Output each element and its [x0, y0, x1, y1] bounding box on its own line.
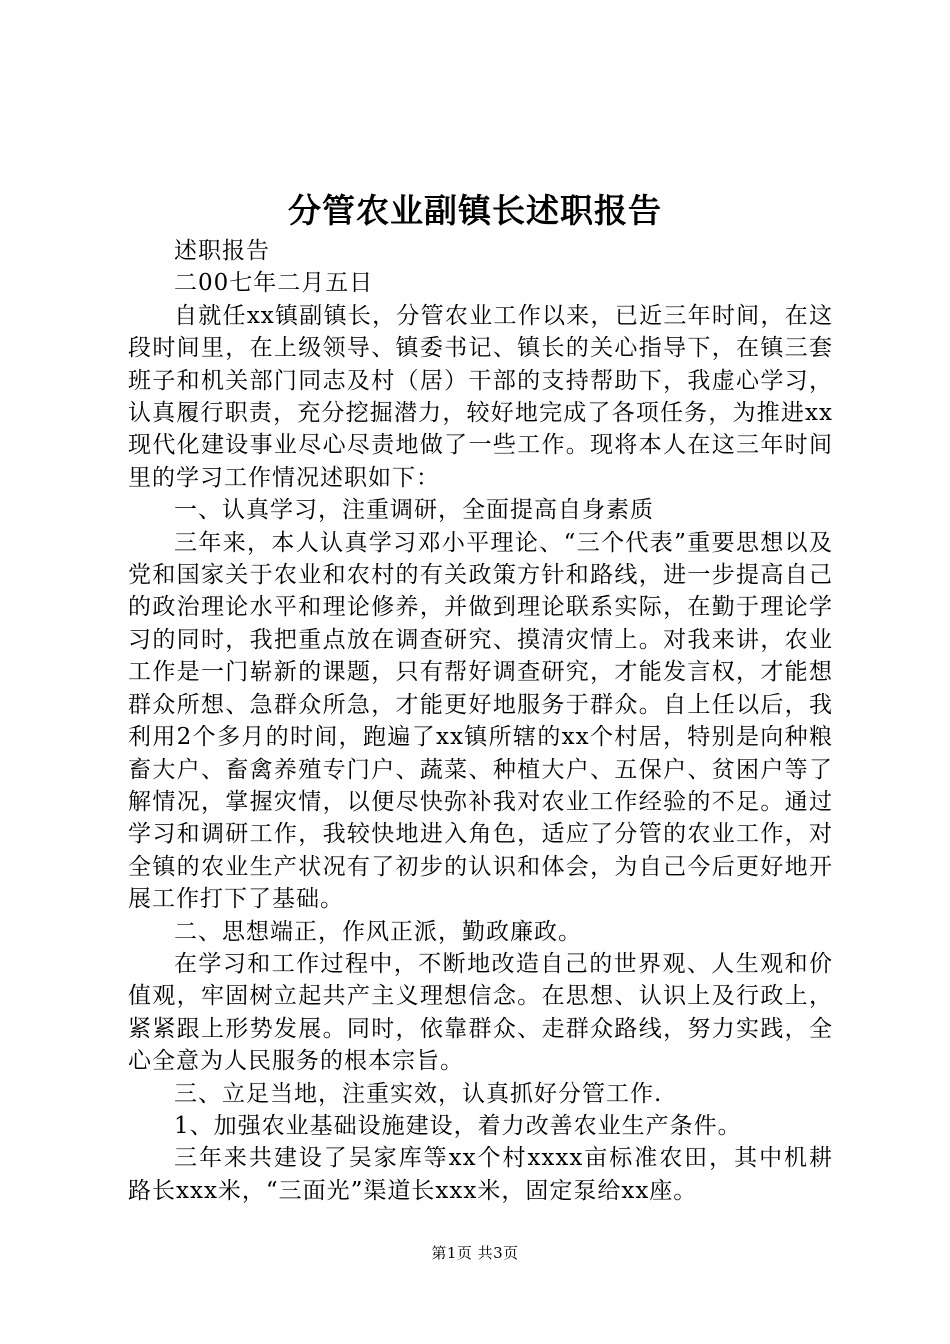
paragraph-date: 二00七年二月五日	[174, 270, 374, 297]
section-heading-2: 二、思想端正，作风正派，勤政廉政。	[174, 918, 582, 945]
section-heading-1: 一、认真学习，注重调研，全面提高自身素质	[174, 497, 654, 524]
subheading-3-1: 1、加强农业基础设施建设，着力改善农业生产条件。	[174, 1112, 742, 1139]
section-heading-3: 三、立足当地，注重实效，认真抓好分管工作.	[174, 1080, 663, 1107]
paragraph-intro: 自就任xx镇副镇长，分管农业工作以来，已近三年时间，在这段时间里，在上级领导、镇委书记、镇长的关心指导下，在镇三套班子和机关部门同志及村（居）干部的支持帮助下，我虚心学习，认真履行职责，充分挖掘潜力，较好地完成了各项任务，为推进xx现代化建设事业尽心尽责地做了一些工作。现将本人在这三年时间里的学习工作情况述职如下：	[128, 302, 833, 491]
paragraph-section-3-1: 三年来共建设了吴家库等xx个村xxxx亩标准农田，其中机耕路长xxx米，“三面光”渠道长xxx米，固定泵给xx座。	[128, 1145, 833, 1204]
document-title: 分管农业副镇长述职报告	[288, 191, 662, 230]
paragraph-heading-label: 述职报告	[174, 238, 270, 264]
paragraph-section-1: 三年来，本人认真学习邓小平理论、“三个代表”重要思想以及党和国家关于农业和农村的有关政策方针和路线，进一步提高自己的政治理论水平和理论修养，并做到理论联系实际，在勤于理论学习的同时，我把重点放在调查研究、摸清灾情上。对我来讲，农业工作是一门崭新的课题，只有帮好调查研究，才能发言权，才能想群众所想、急群众所急，才能更好地服务于群众。自上任以后，我利用2个多月的时间，跑遍了xx镇所辖的xx个村居，特别是向种粮畜大户、畜禽养殖专门户、蔬菜、种植大户、五保户、贫困户等了解情况，掌握灾情，以便尽快弥补我对农业工作经验的不足。通过学习和调研工作，我较快地进入角色，适应了分管的农业工作，对全镇的农业生产状况有了初步的认识和体会，为自己今后更好地开展工作打下了基础。	[128, 529, 833, 913]
paragraph-section-2: 在学习和工作过程中，不断地改造自己的世界观、人生观和价值观，牢固树立起共产主义理想信念。在思想、认识上及行政上，紧紧跟上形势发展。同时，依靠群众、走群众路线，努力实践，全心全意为人民服务的根本宗旨。	[128, 950, 833, 1075]
document-body	[128, 235, 833, 1207]
page-footer: 第1页 共3页	[431, 1244, 519, 1262]
